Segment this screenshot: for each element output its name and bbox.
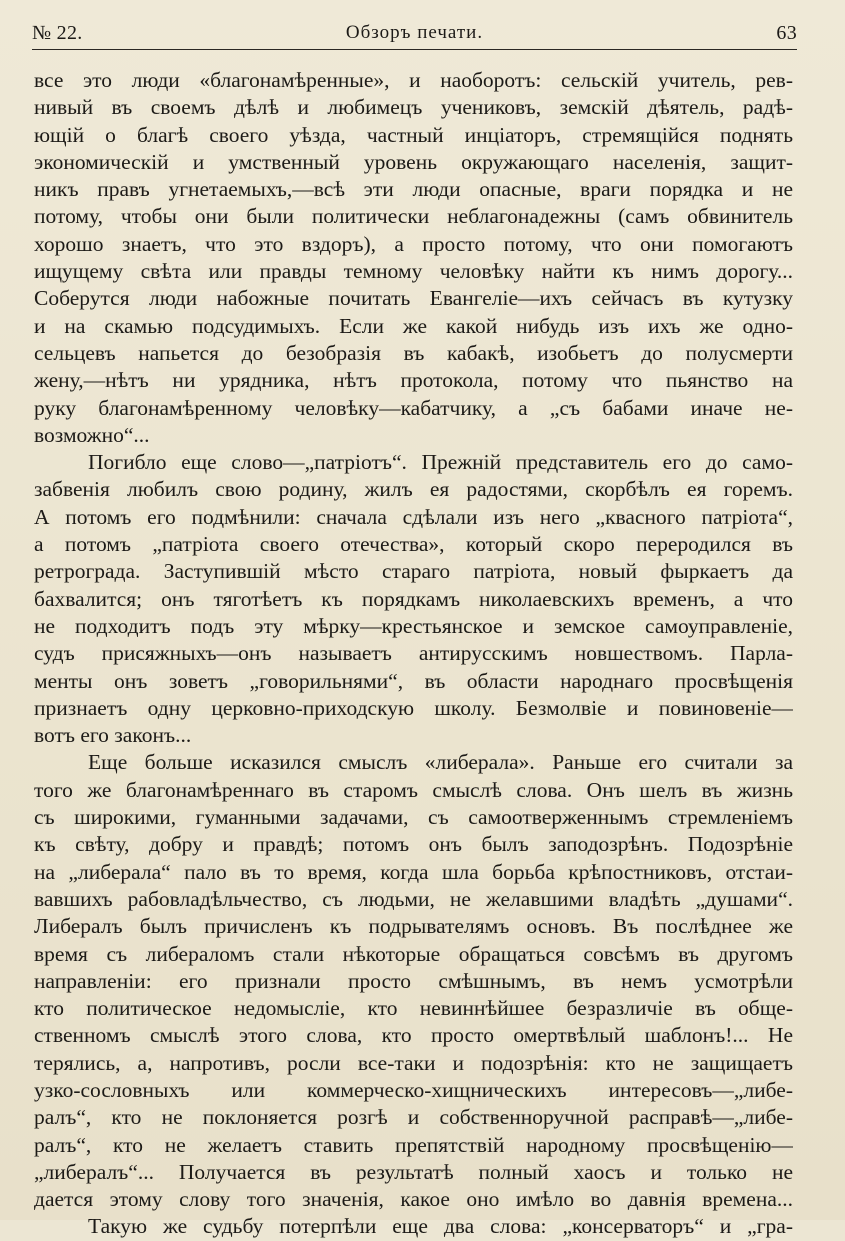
text-line: узко-сословныхъ или коммерческо-хищническихъ интересовъ—„либе- (34, 1077, 793, 1102)
text-line: ралъ“, кто не поклоняется розгѣ и собственноручной расправѣ—„либе- (34, 1105, 793, 1130)
text-line: жену,—нѣтъ ни урядника, нѣтъ протокола, потому что пьянство на (34, 368, 793, 393)
text-line: все это люди «благонамѣренные», и наоборотъ: сельскій учитель, рев- (34, 68, 793, 92)
text-line: и на скамью подсудимыхъ. Если же какой нибудь изъ ихъ же одно- (34, 313, 793, 338)
text-line: къ свѣту, добру и правдѣ; потомъ онъ былъ заподозрѣнъ. Подозрѣніе (34, 832, 793, 857)
body-text (34, 67, 793, 1241)
text-line: А потомъ его подмѣнили: сначала сдѣлали изъ него „квасного патріота“, (34, 504, 793, 529)
text-line: на „либерала“ пало въ то время, когда шла борьба крѣпостниковъ, отстаи- (34, 859, 793, 884)
text-line: нивый въ своемъ дѣлѣ и любимецъ учениковъ, земскій дѣятель, радѣ- (34, 95, 793, 120)
text-line: терялись, а, напротивъ, росли все-таки и подозрѣнія: кто не защищаетъ (34, 1050, 793, 1075)
text-line: „либералъ“... Получается въ результатѣ полный хаосъ и только не (34, 1159, 793, 1184)
text-line: судъ присяжныхъ—онъ называетъ антирусскимъ новшествомъ. Парла- (34, 641, 793, 666)
header-rule (32, 49, 797, 50)
issue-number: № 22. (32, 21, 83, 44)
text-line: не подходитъ подъ эту мѣрку—крестьянское и земское самоуправленіе, (34, 613, 793, 638)
text-line: ющій о благѣ своего уѣзда, частный инціаторъ, стремящійся поднять (34, 122, 793, 147)
text-line: Такую же судьбу потерпѣли еще два слова: „консерваторъ“ и „гра- (88, 1214, 793, 1239)
text-line: Соберутся люди набожные почитать Евангеліе—ихъ сейчасъ въ кутузку (34, 286, 793, 311)
text-line: потому, чтобы они были политически неблагонадежны (самъ обвинитель (34, 204, 793, 229)
text-line: сельцевъ напьется до безобразія въ кабакѣ, изобьетъ до полусмерти (34, 340, 793, 365)
text-line: время съ либераломъ стали нѣкоторые обращаться совсѣмъ въ другомъ (34, 941, 793, 966)
text-line: того же благонамѣреннаго въ старомъ смыслѣ слова. Онъ шелъ въ жизнь (34, 777, 793, 802)
text-line: кто политическое недомысліе, кто невиннѣйшее безразличіе въ обще- (34, 996, 793, 1021)
text-line: менты онъ зоветъ „говорильнями“, въ области народнаго просвѣщенія (34, 668, 793, 693)
text-line: дается этому слову того значенія, какое оно имѣло во давнія времена... (34, 1187, 793, 1212)
running-head (32, 18, 797, 48)
text-line: возможно“... (34, 422, 150, 447)
text-line: ретрограда. Заступившій мѣсто стараго патріота, новый фыркаетъ да (34, 559, 793, 584)
text-line: ищущему свѣта или правды темному человѣку найти къ нимъ дорогу... (34, 259, 793, 284)
text-line: бахвалится; онъ тяготѣетъ къ порядкамъ николаевскихъ временъ, а что (34, 586, 793, 611)
page-number: 63 (776, 21, 797, 44)
text-line: ралъ“, кто не желаетъ ставить препятствій народному просвѣщенію— (34, 1132, 793, 1157)
text-line: направленіи: его признали просто смѣшнымъ, въ немъ усмотрѣли (34, 968, 793, 993)
text-line: вотъ его законъ... (34, 723, 192, 748)
text-line: экономическій и умственный уровень окружающаго населенія, защит- (34, 149, 793, 174)
text-line: хорошо знаетъ, что это вздоръ), а просто потому, что они помогаютъ (34, 231, 793, 256)
text-line: Либералъ былъ причисленъ къ подрывателямъ основъ. Въ послѣднее же (34, 914, 793, 939)
text-line: ственномъ смыслѣ этого слова, кто просто омертвѣлый шаблонъ!... Не (34, 1023, 793, 1048)
text-line: вавшихъ рабовладѣльчество, съ людьми, не желавшими владѣть „душами“. (34, 886, 793, 911)
text-line: Погибло еще слово—„патріотъ“. Прежній представитель его до само- (88, 450, 793, 475)
section-title: Обзоръ печати. (345, 22, 484, 43)
text-line: съ широкими, гуманными задачами, съ самоотверженнымъ стремленіемъ (34, 805, 793, 830)
text-line: признаетъ одну церковно-приходскую школу. Безмолвіе и повиновеніе— (34, 695, 793, 720)
text-line: а потомъ „патріота своего отечества», который скоро переродился въ (34, 532, 793, 557)
text-line: Еще больше исказился смыслъ «либерала». Раньше его считали за (88, 750, 793, 775)
text-line: забвенія любилъ свою родину, жилъ ея радостями, скорбѣлъ ея горемъ. (34, 477, 793, 502)
text-line: никъ правъ угнетаемыхъ,—всѣ эти люди опасные, враги порядка и не (34, 177, 793, 202)
text-line: руку благонамѣренному человѣку—кабатчику, а „съ бабами иначе не- (34, 395, 793, 420)
